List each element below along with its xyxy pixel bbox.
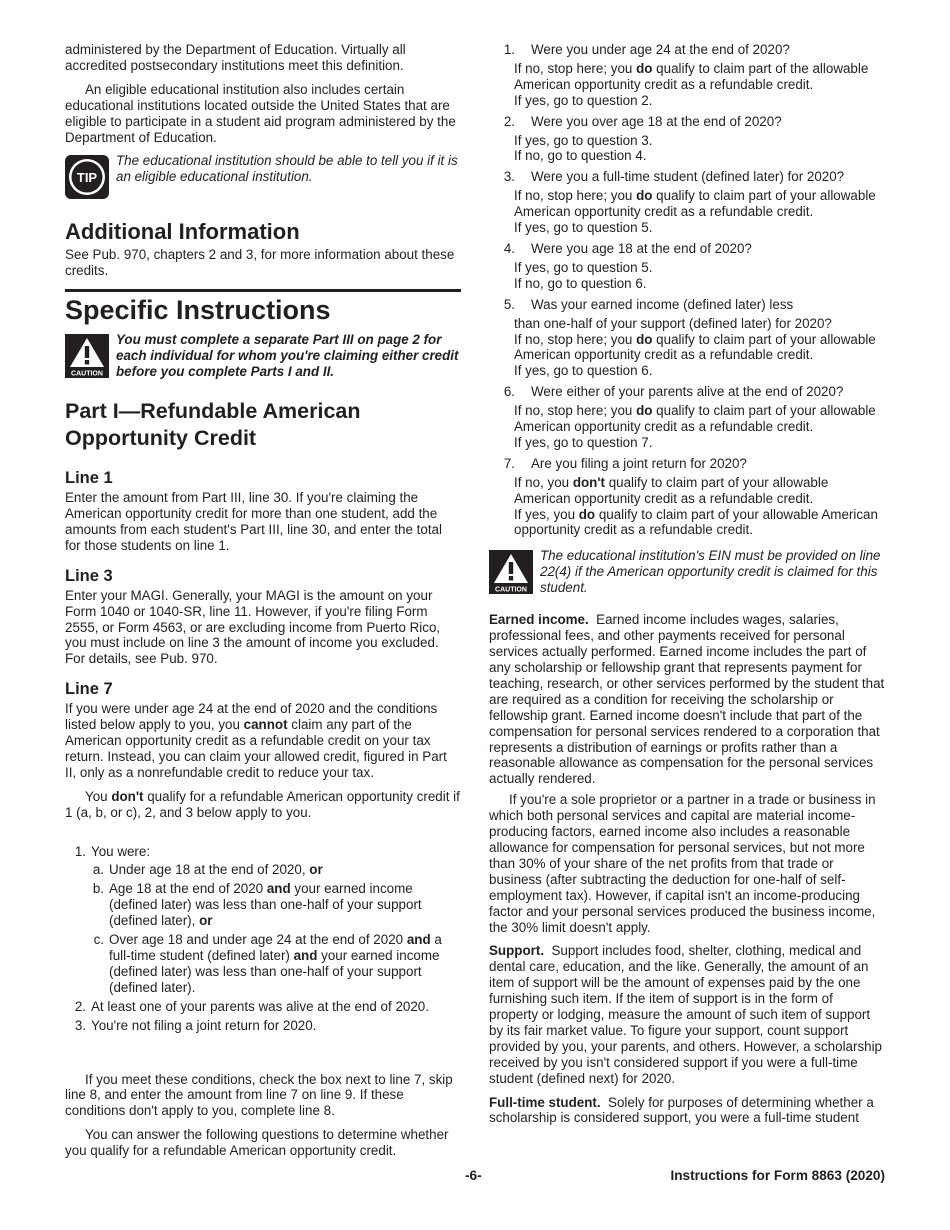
sole-proprietor-paragraph: If you're a sole proprietor or a partner in a trade or business in which both personal services and capital are material income-producing factors, earned income also includes a reasonable allowance for compensation for personal services, but not more than 30% of your share of the net profits from that trade or business (after subtracting the deduction for one-half of self-employment tax). However, if capital isn't an income-producing factor and your personal services produced the business income, the 30% limit doesn't apply.: [489, 792, 876, 935]
caution-text: You must complete a separate Part III on page 2 for each individual for whom you're claiming either credit before you complete Parts I and II.: [116, 332, 459, 379]
part-1-heading: [65, 398, 461, 452]
caution-label: CAUTION: [495, 586, 527, 594]
line-7-paragraph-1: If you were under age 24 at the end of 2020 and the conditions listed below apply to you, you cannot claim any part of the American opportunity credit as a refundable credit on your tax return. Instead, you can claim your allowed credit, figured in Part II, only as a nonrefundable credit to reduce your tax.: [65, 701, 447, 780]
question-7-answers: If no, you don't qualify to claim part of your allowable American opportunity credit as a refundable credit. If yes, you do qualify to claim part of your allowable American opportunity credit as a refundable credit.: [514, 474, 878, 538]
caution-note: [65, 332, 461, 382]
question-6: 6. Were either of your parents alive at the end of 2020?: [503, 384, 844, 400]
left-column: [65, 42, 461, 1159]
intro-paragraph-2: An eligible educational institution also includes certain educational institutions located outside the United States that are eligible to participate in a student aid program administered by the Department of Education.: [65, 81, 456, 145]
question-2-answers: If yes, go to question 3. If no, go to question 4.: [514, 132, 653, 164]
caution-icon: [65, 334, 109, 382]
condition-1a: a. Under age 18 at the end of 2020, or: [92, 862, 323, 878]
line-3-text: Enter your MAGI. Generally, your MAGI is the amount on your Form 1040 or 1040-SR, line 11. However, if you're filing Form 2555, or Form 4563, or are excluding income from Puerto Rico, you must include on line 3 the amount of income you excluded. For details, see Pub. 970.: [65, 587, 441, 667]
earned-income-paragraph: Earned income. Earned income includes wages, salaries, professional fees, and other payments received for personal services actually performed. Earned income includes the part of any scholarship or fellowship grant that represents payment for teaching, research, or other services performed by the student that are required as a condition for receiving the scholarship or fellowship grant. Earned income doesn't include that part of the compensation for personal services rendered to a corporation that represents a distribution of earnings or profits rather than a reasonable allowance as compensation for the personal services actually rendered.: [489, 612, 885, 787]
question-4: 4. Were you age 18 at the end of 2020?: [503, 240, 752, 256]
question-2: 2. Were you over age 18 at the end of 2020?: [503, 113, 782, 129]
line-7-paragraph-2: You don't qualify for a refundable American opportunity credit if 1 (a, b, or c), 2, and 3 below apply to you.: [65, 788, 460, 820]
questions-intro-paragraph: You can answer the following questions to determine whether you qualify for a refundable American opportunity credit.: [65, 1127, 449, 1159]
footer-form-title: Instructions for Form 8863 (2020): [670, 1168, 885, 1183]
check-box-paragraph: If you meet these conditions, check the box next to line 7, skip line 8, and enter the amount from line 7 on line 9. If these conditions don't apply to you, complete line 8.: [65, 1071, 453, 1119]
ein-caution-text: The educational institution's EIN must be provided on line 22(4) if the American opportunity credit is claimed for this student.: [540, 548, 881, 596]
support-paragraph: Support. Support includes food, shelter, clothing, medical and dental care, education, and the like. Generally, the amount of an item of support will be the amount of expenses paid by the one furnishing such item. If the item of support is in the form of property or lodging, measure the amount of such item of support by its fair market value. To figure your support, count support provided by you, your parents, and others. However, a scholarship received by you isn't considered support if you were a full-time student (defined next) for 2020.: [489, 943, 883, 1086]
tip-icon: [65, 155, 109, 203]
condition-1: 1. You were: a. Under age 18 at the end of 2020, or b. Age 18 at the end of 2020 and your earned income (defined later) was less than one-half of your support (defined later), or c. Over age 18 and under age 24 at the end of 2020 and a full-time student (defined later) and your earned income (defined later) was less than one-half of your support (defined later).: [65, 844, 461, 996]
tip-note: [65, 153, 461, 203]
additional-information-heading: Additional Information: [65, 219, 300, 245]
section-rule: [65, 289, 461, 292]
question-1-answers: If no, stop here; you do qualify to claim part of the allowable American opportunity credit as a refundable credit. If yes, go to question 2.: [514, 60, 869, 108]
question-5: 5. Was your earned income (defined later) less: [503, 296, 794, 312]
condition-2: 2. At least one of your parents was alive at the end of 2020.: [74, 998, 429, 1014]
conditions-list: [65, 844, 461, 1034]
specific-instructions-heading: Specific Instructions: [65, 295, 331, 326]
full-time-student-paragraph: Full-time student. Solely for purposes of determining whether a scholarship is considered support, you were a full-time student: [489, 1094, 874, 1126]
right-column: [489, 42, 885, 1126]
line-3-heading: Line 3: [65, 566, 113, 585]
caution-icon: [489, 550, 533, 598]
part-1-heading-line-2: Opportunity Credit: [65, 426, 257, 451]
question-1: 1. Were you under age 24 at the end of 2020?: [503, 42, 790, 57]
intro-paragraph: administered by the Department of Education. Virtually all accredited postsecondary institutions meet this definition.: [65, 42, 406, 73]
question-4-answers: If yes, go to question 5. If no, go to question 6.: [514, 259, 653, 291]
question-7: 7. Are you filing a joint return for 2020?: [503, 455, 747, 471]
condition-1-sublist: [91, 862, 461, 995]
tip-label: TIP: [76, 170, 98, 186]
caution-label: CAUTION: [71, 370, 103, 378]
condition-1b: b. Age 18 at the end of 2020 and your earned income (defined later) was less than one-half of your support (defined later), or: [92, 881, 422, 929]
additional-information-text: See Pub. 970, chapters 2 and 3, for more information about these credits.: [65, 247, 455, 279]
page-number: -6-: [465, 1168, 482, 1183]
question-5-answers: than one-half of your support (defined later) for 2020? If no, stop here; you do qualify to claim part of your allowable American opportunity credit as a refundable credit. If yes, go to question 6.: [514, 315, 876, 379]
question-3: 3. Were you a full-time student (defined later) for 2020?: [503, 169, 845, 185]
line-1-heading: Line 1: [65, 469, 113, 488]
condition-3: 3. You're not filing a joint return for 2020.: [74, 1017, 317, 1033]
question-3-answers: If no, stop here; you do qualify to claim part of your allowable American opportunity credit as a refundable credit. If yes, go to question 5.: [514, 188, 876, 236]
tip-text: The educational institution should be able to tell you if it is an eligible educational institution.: [116, 153, 458, 185]
part-1-heading-line-1: Part I—Refundable American: [65, 399, 361, 424]
line-7-heading: Line 7: [65, 680, 113, 699]
ein-caution-note: [489, 548, 885, 598]
line-1-text: Enter the amount from Part III, line 30. If you're claiming the American opportunity credit for more than one student, add the amounts from each student's Part III, line 30, and enter the total for those students on line 1.: [65, 490, 442, 553]
question-6-answers: If no, stop here; you do qualify to claim part of your allowable American opportunity credit as a refundable credit. If yes, go to question 7.: [514, 403, 876, 450]
condition-1c: c. Over age 18 and under age 24 at the end of 2020 and a full-time student (defined later) and your earned income (defined later) was less than one-half of your support (defined later).: [93, 932, 442, 995]
